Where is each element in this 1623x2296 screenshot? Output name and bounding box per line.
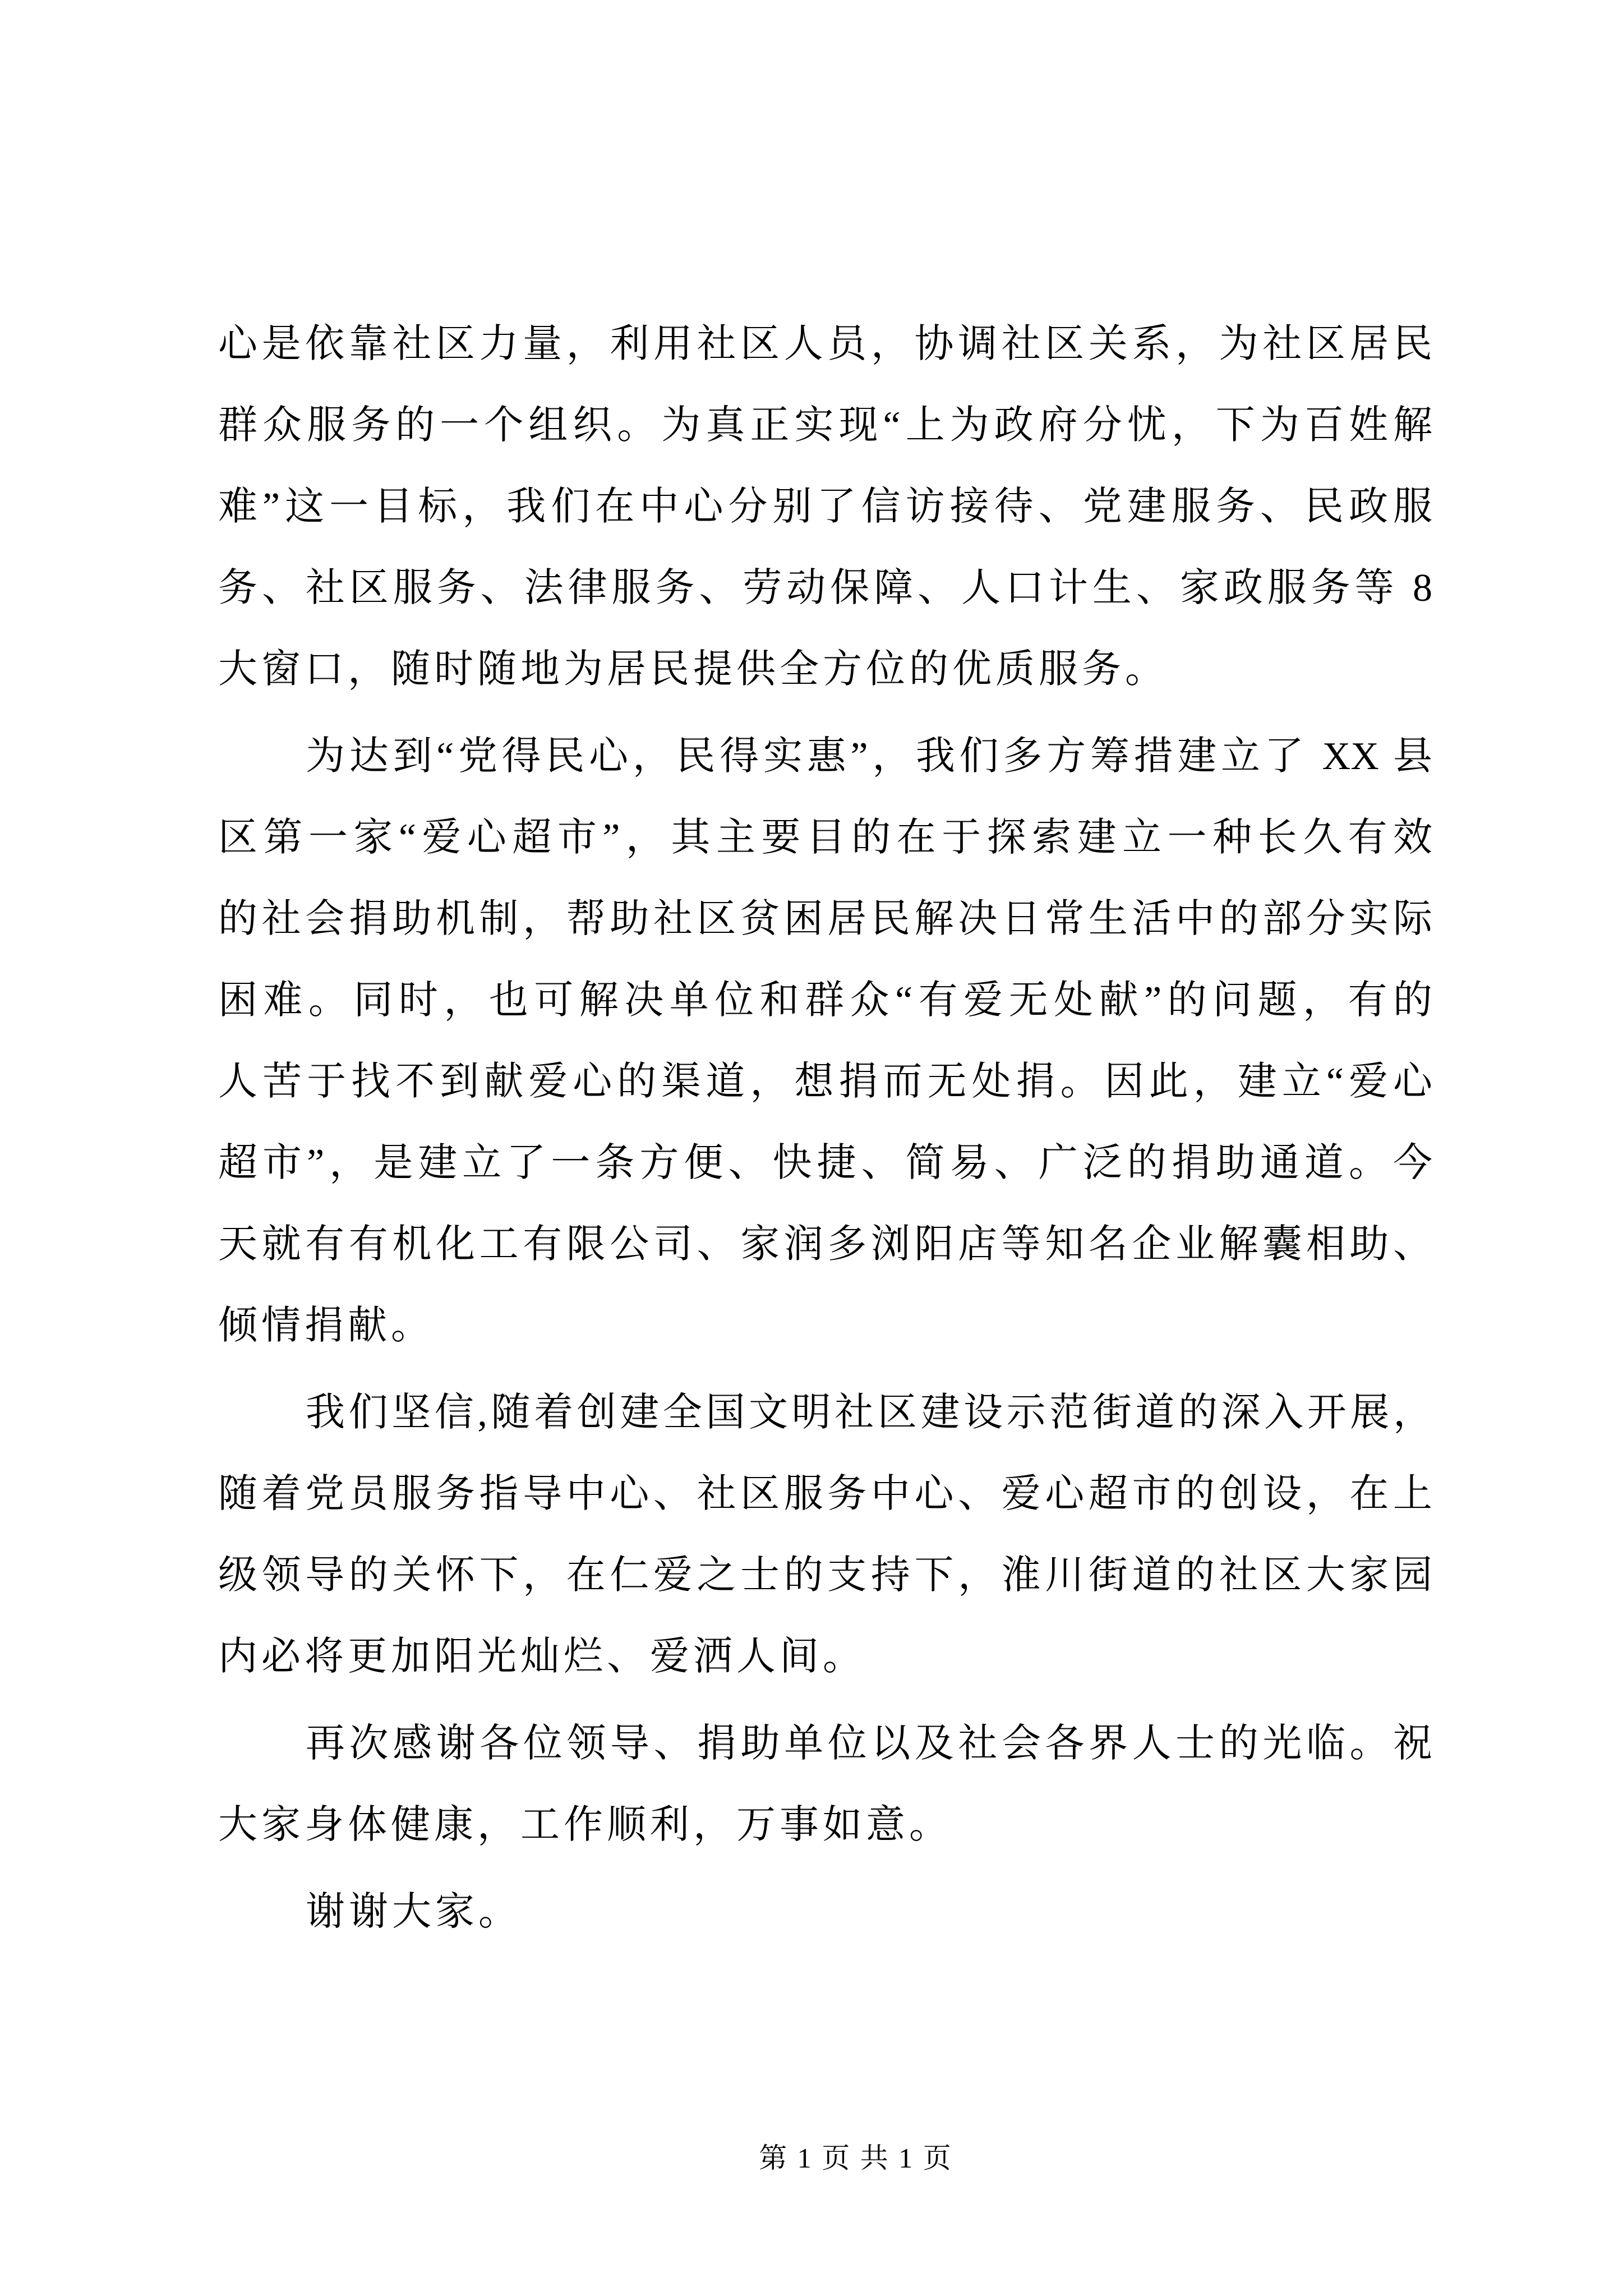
text-line: 谢谢大家。 — [306, 1890, 522, 1934]
page-number-footer: 第 1 页 共 1 页 — [759, 2142, 953, 2174]
text-line: 难”这一目标，我们在中心分别了信访接待、党建服务、民政服 — [218, 485, 1432, 528]
text-line: 心是依靠社区力量，利用社区人员，协调社区关系，为社区居民 — [218, 323, 1432, 366]
text-line: 人苦于找不到献爱心的渠道，想捐而无处捐。因此，建立“爱心 — [218, 1060, 1432, 1103]
text-line: 的社会捐助机制，帮助社区贫困居民解决日常生活中的部分实际 — [218, 898, 1432, 941]
paragraph — [218, 1871, 1432, 1953]
text-line: 困难。同时，也可解决单位和群众“有爱无处献”的问题，有的 — [218, 979, 1432, 1022]
text-line: 群众服务的一个组织。为真正实现“上为政府分忧，下为百姓解 — [218, 404, 1432, 447]
paragraph — [218, 303, 1432, 710]
text-line: 区第一家“爱心超市”，其主要目的在于探索建立一种长久有效 — [218, 816, 1432, 859]
text-line: 再次感谢各位领导、捐助单位以及社会各界人士的光临。祝 — [306, 1722, 1432, 1765]
text-line: 随着党员服务指导中心、社区服务中心、爱心超市的创设，在上 — [218, 1473, 1432, 1516]
text-line: 我们坚信,随着创建全国文明社区建设示范街道的深入开展， — [306, 1391, 1432, 1434]
text-line: 大家身体健康，工作顺利，万事如意。 — [218, 1803, 952, 1847]
paragraph — [218, 1372, 1432, 1697]
text-line: 超市”，是建立了一条方便、快捷、简易、广泛的捐助通道。今 — [218, 1142, 1432, 1185]
text-line: 务、社区服务、法律服务、劳动保障、人口计生、家政服务等 8 — [218, 567, 1432, 610]
text-line: 倾情捐献。 — [218, 1304, 434, 1347]
text-line: 级领导的关怀下，在仁爱之士的支持下，淮川街道的社区大家园 — [218, 1554, 1432, 1597]
text-line: 大窗口，随时随地为居民提供全方位的优质服务。 — [218, 648, 1168, 691]
text-line: 为达到“党得民心，民得实惠”，我们多方筹措建立了 XX 县 — [306, 735, 1432, 778]
paragraph — [218, 1703, 1432, 1866]
text-line: 内必将更加阳光灿烂、爱洒人间。 — [218, 1635, 866, 1678]
paragraph — [218, 716, 1432, 1366]
text-line: 天就有有机化工有限公司、家润多浏阳店等知名企业解囊相助、 — [218, 1223, 1432, 1266]
document-body — [218, 303, 1432, 1953]
